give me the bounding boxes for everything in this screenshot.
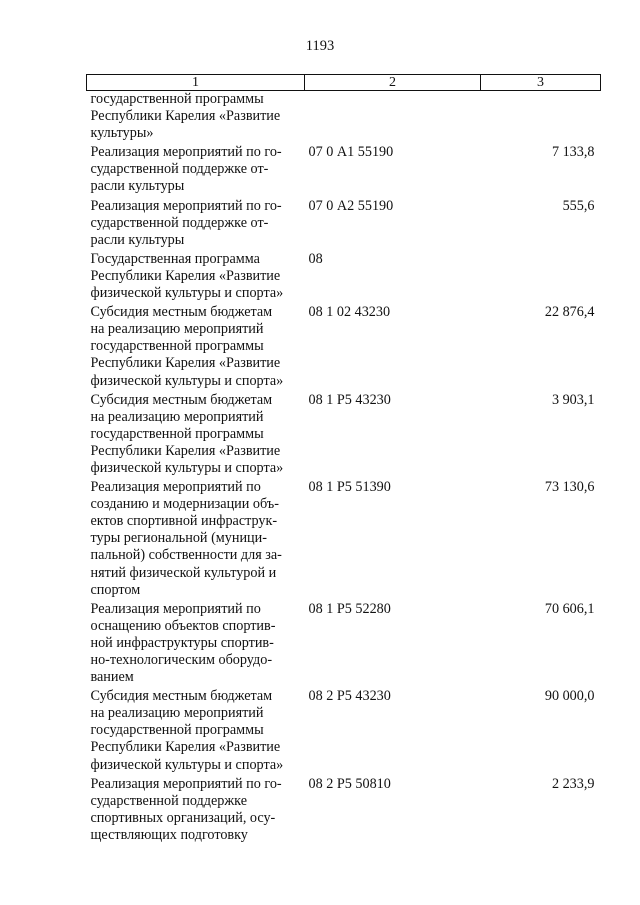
row-name-line: расли культуры: [90, 178, 185, 195]
row-name-line: физической культуры и спорта»: [90, 459, 284, 476]
row-name-line: государственной программы: [90, 722, 264, 739]
table-row: [87, 599, 601, 686]
row-name-line: сударственной поддержке от-: [90, 161, 269, 178]
row-name-line: Субсидия местным бюджетам: [90, 391, 273, 408]
row-name-cell: [87, 477, 305, 599]
row-name-line: спортивных организаций, осу-: [90, 809, 276, 826]
row-code-cell: 07 0 А1 55190: [308, 144, 394, 161]
row-name-line: Республики Карелия «Развитие: [90, 267, 281, 284]
row-amount-cell: 73 130,6: [544, 479, 595, 496]
row-name-cell: [87, 390, 305, 477]
row-code-cell: 08 1 Р5 52280: [308, 600, 391, 617]
row-name-line: ектов спортивной инфраструк-: [90, 513, 278, 530]
row-name-line: сударственной поддержке: [90, 792, 247, 809]
row-name-cell: [87, 302, 305, 389]
row-name-line: ной инфраструктуры спортив-: [90, 634, 274, 651]
row-name-line: физической культуры и спорта»: [90, 285, 284, 302]
row-name-line: Реализация мероприятий по го-: [90, 197, 282, 214]
row-name-line: расли культуры: [90, 231, 185, 248]
row-code-cell: 08 2 Р5 50810: [308, 775, 391, 792]
row-name-line: государственной программы: [90, 91, 264, 107]
row-name-line: Республики Карелия «Развитие: [90, 108, 281, 125]
row-name-line: сударственной поддержке от-: [90, 214, 269, 231]
row-code-cell: [305, 91, 481, 143]
row-name-line: Субсидия местным бюджетам: [90, 688, 273, 705]
row-code-cell: 07 0 А2 55190: [308, 197, 394, 214]
row-name-line: ванием: [90, 669, 134, 686]
row-name-cell: [87, 686, 305, 773]
row-name-line: Реализация мероприятий по: [90, 479, 261, 496]
row-name-line: нятий физической культурой и: [90, 564, 277, 581]
table-row: [87, 774, 601, 844]
row-name-line: Республики Карелия «Развитие: [90, 355, 281, 372]
row-name-line: оснащению объектов спортив-: [90, 617, 276, 634]
row-name-line: на реализацию мероприятий: [90, 705, 264, 722]
table-row: [87, 302, 601, 389]
column-header-3: 3: [481, 75, 601, 91]
row-amount-cell: 7 133,8: [551, 144, 595, 161]
table-row: [87, 91, 601, 143]
table-row: [87, 390, 601, 477]
table-header: [87, 75, 601, 91]
row-name-line: Реализация мероприятий по го-: [90, 144, 282, 161]
row-name-line: пальной) собственности для за-: [90, 547, 282, 564]
row-name-cell: [87, 249, 305, 302]
row-name-line: физической культуры и спорта»: [90, 756, 284, 773]
row-name-line: созданию и модернизации объ-: [90, 496, 279, 513]
table-row: [87, 686, 601, 773]
row-amount-cell: 90 000,0: [544, 688, 595, 705]
row-amount-cell: 2 233,9: [551, 775, 595, 792]
table-row: [87, 142, 601, 195]
row-name-line: физической культуры и спорта»: [90, 372, 284, 389]
row-name-line: Субсидия местным бюджетам: [90, 304, 273, 321]
table-row: [87, 196, 601, 249]
row-amount-cell: 70 606,1: [544, 600, 595, 617]
row-name-line: на реализацию мероприятий: [90, 408, 264, 425]
row-amount-cell: [481, 91, 601, 143]
column-header-1: 1: [87, 75, 305, 91]
row-code-cell: 08 1 Р5 43230: [308, 391, 391, 408]
row-name-cell: [87, 196, 305, 249]
row-code-cell: 08 1 Р5 51390: [308, 479, 391, 496]
row-name-line: спортом: [90, 581, 141, 598]
row-name-line: Республики Карелия «Развитие: [90, 739, 281, 756]
row-name-line: но-технологическим оборудо-: [90, 652, 273, 668]
row-name-line: Республики Карелия «Развитие: [90, 442, 281, 459]
row-name-line: государственной программы: [90, 338, 264, 355]
row-amount-cell: 555,6: [562, 197, 595, 214]
row-name-line: Реализация мероприятий по го-: [90, 775, 282, 792]
page-number: 1193: [305, 38, 335, 54]
budget-table: [86, 74, 601, 844]
row-name-line: туры региональной (муници-: [90, 530, 267, 547]
row-name-line: государственной программы: [90, 425, 264, 442]
row-name-line: Реализация мероприятий по: [90, 600, 261, 617]
row-code-cell: 08 1 02 43230: [308, 304, 391, 321]
row-name-line: культуры»: [90, 125, 154, 142]
row-name-line: Государственная программа: [90, 250, 260, 267]
row-amount-cell: [481, 249, 601, 302]
table-row: [87, 477, 601, 599]
row-code-cell: 08: [308, 250, 323, 267]
row-name-cell: [87, 91, 305, 143]
row-amount-cell: 3 903,1: [551, 391, 595, 408]
row-name-cell: [87, 774, 305, 844]
table-body: [87, 91, 601, 845]
row-name-line: ществляющих подготовку: [90, 826, 248, 843]
row-code-cell: 08 2 Р5 43230: [308, 688, 391, 705]
row-name-line: на реализацию мероприятий: [90, 321, 264, 338]
row-name-cell: [87, 142, 305, 195]
column-header-2: 2: [305, 75, 481, 91]
row-amount-cell: 22 876,4: [544, 304, 595, 321]
row-name-cell: [87, 599, 305, 686]
table-row: [87, 249, 601, 302]
